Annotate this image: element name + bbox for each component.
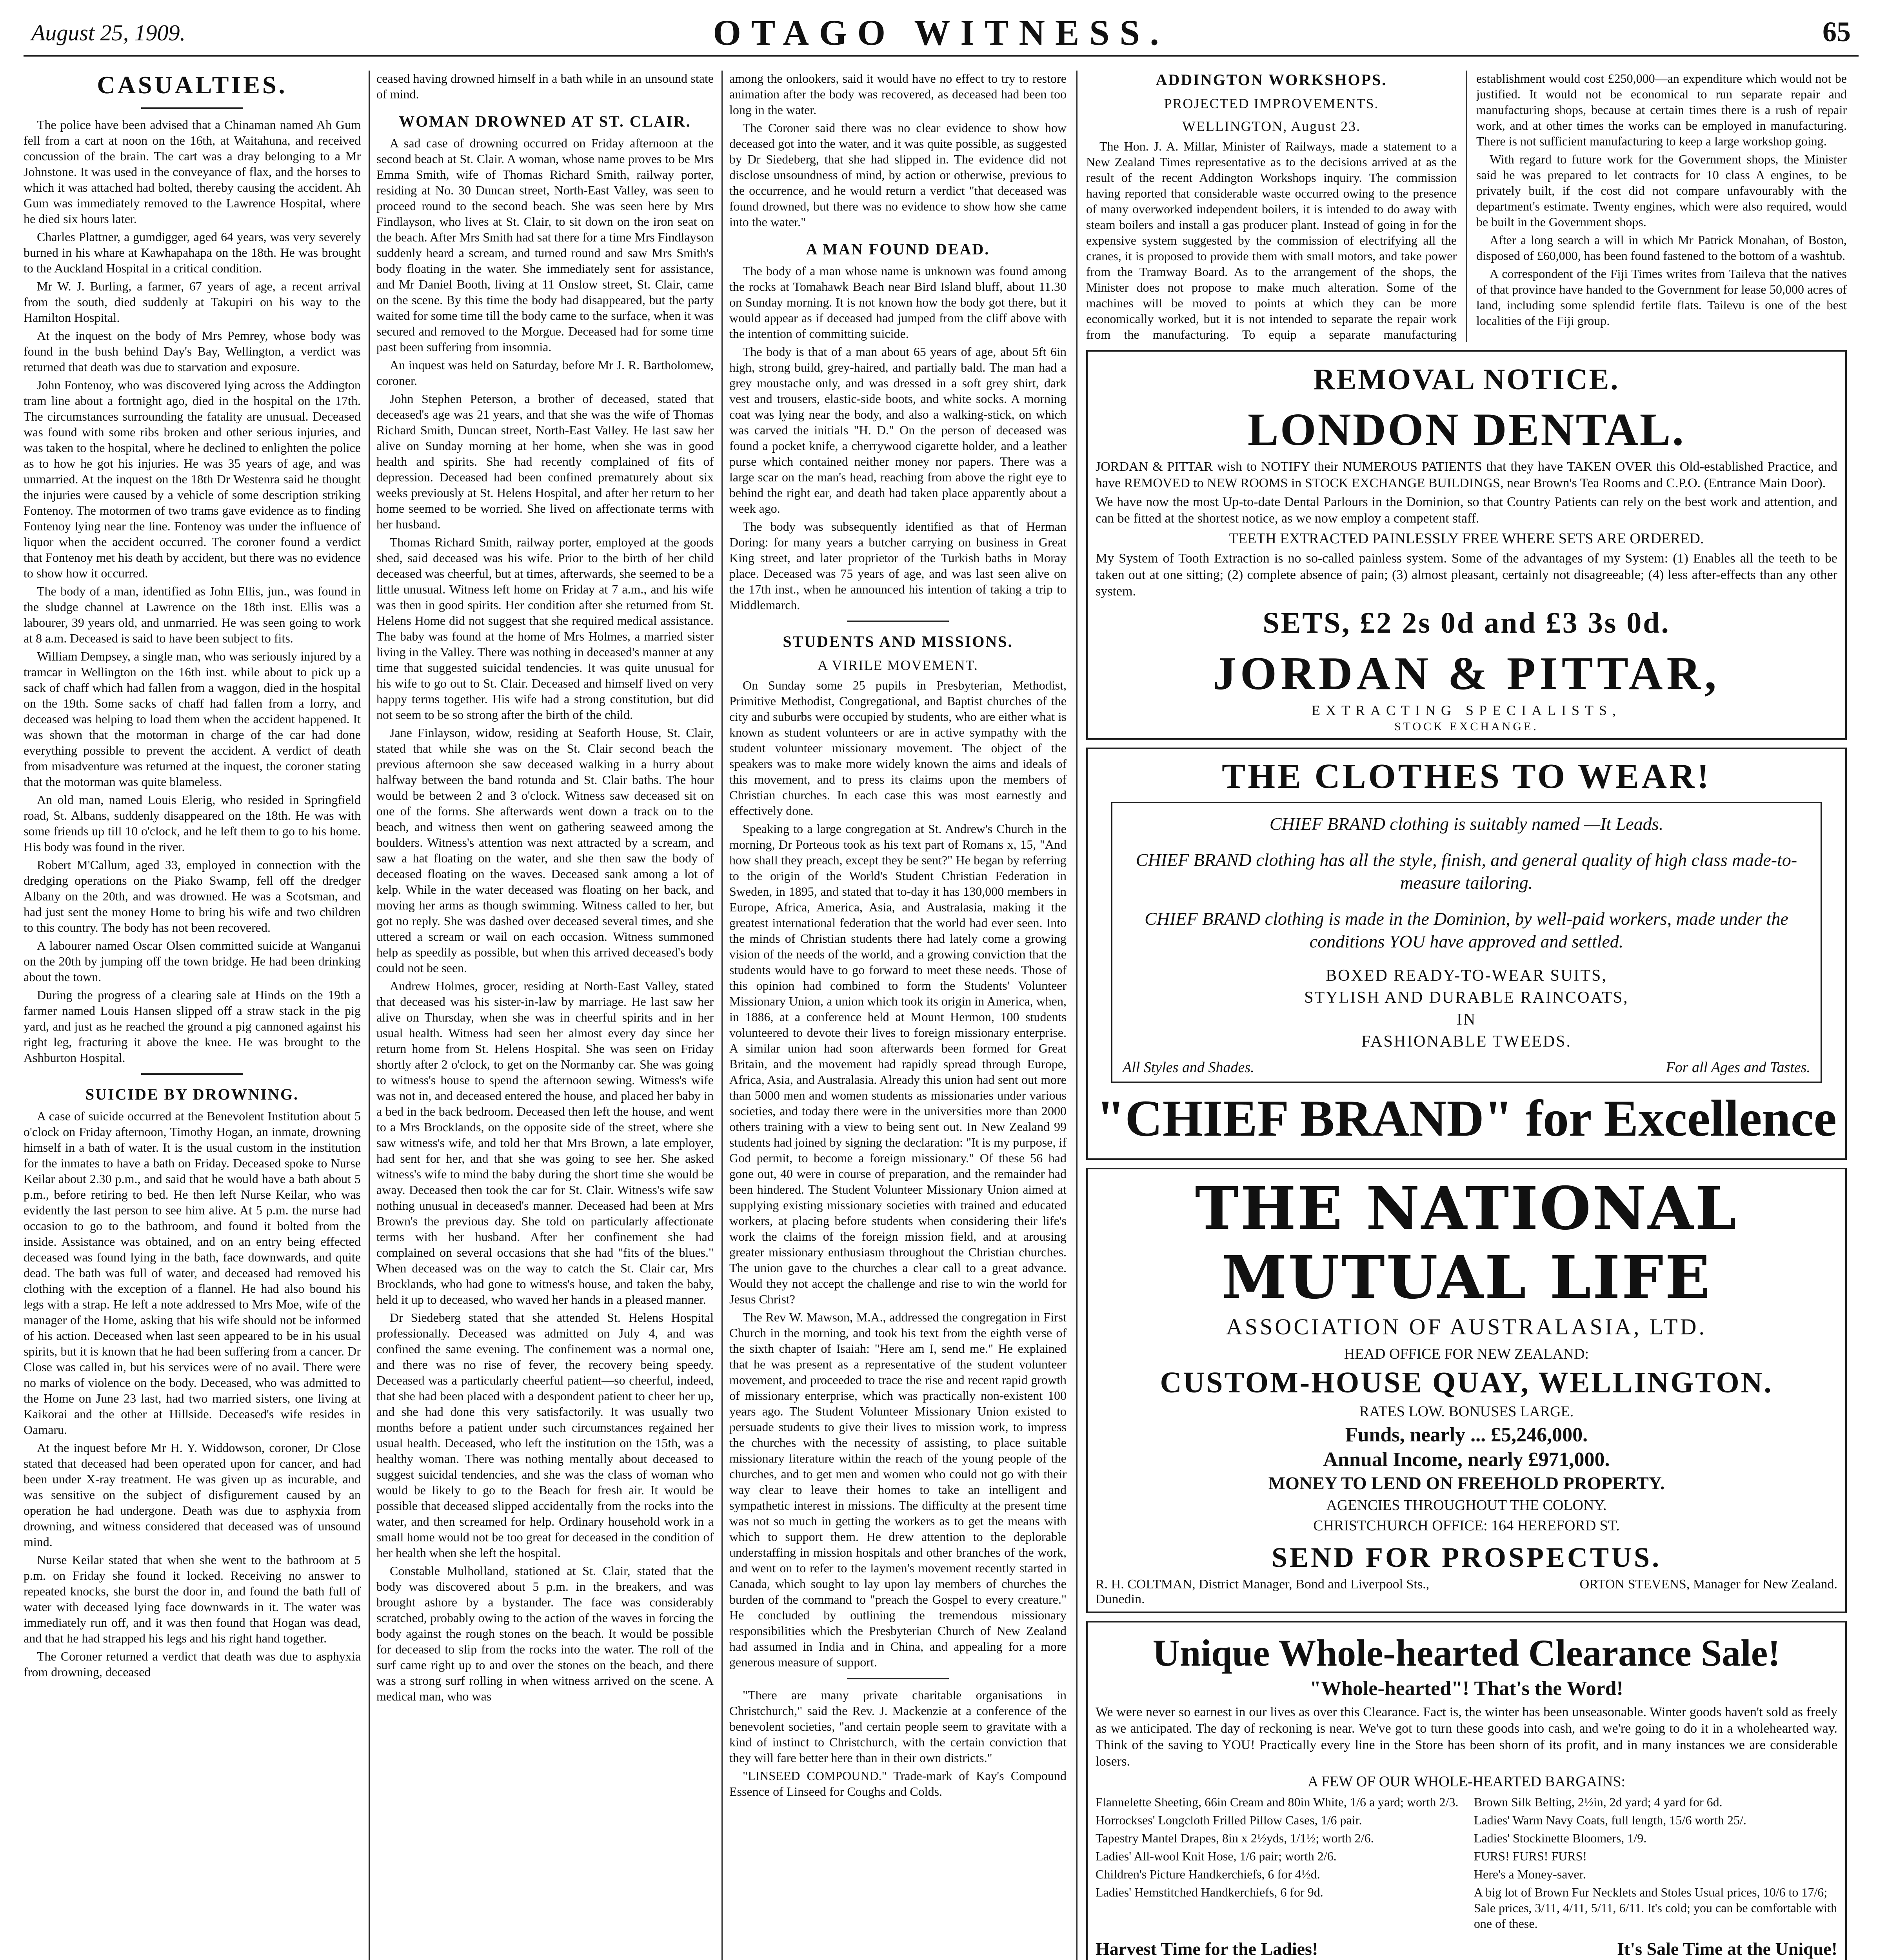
article-paragraph: A case of suicide occurred at the Benevolent Institution about 5 o'clock on Friday afternoon, Timothy Hogan, an inmate, drowning himself in a bath of water. It is the usual custom in the institution for the inmates to have a bath on Friday. Deceased spoke to Nurse Keilar about 2.30 p.m., and said that he would have a bath about 5 p.m., before retiring to bed. He then left Nurse Keilar, who was evidently the last person to see him alive. At 5 p.m. the nurse had occasion to go to the bathroom, and found it bolted from the inside. Assistance was obtained, and on an entry being effected deceased was found lying in the bath, face downwards, and quite dead. The bath was full of water, and deceased had removed his clothing with the exception of a flannel. He had also bound his legs with a strap. He left a note addressed to Mrs Moe, wife of the manager of the Home, asking that his wife should not be informed of his action. Deceased when last seen appeared to be in his usual spirits, but it is known that he had been suffering from a cancer. Dr Close was called in, but his services were of no avail. There were no marks of violence on the body. Deceased, who was admitted to the Home on June 23 last, had two married sisters, one living at Kaikorai and the other at Hillside. Deceased's wife resides in Oamaru.	[24, 1109, 361, 1437]
charitable-paragraph: "There are many private charitable organisations in Christchurch," said the Rev. J. Mackenzie at a conference of the benevolent societies, "and certain people seem to gravitate with a kind of instinct to Christchurch, with the certain conviction that they will fare better here than in their own districts."	[729, 1688, 1067, 1765]
article-paragraph: During the progress of a clearing sale at Hinds on the 19th a farmer named Louis Hansen slipped off a straw stack in the pig yard, and just as he reached the ground a pig cannoned against his right leg, fracturing it above the knee. He was brought to the Ashburton Hospital.	[24, 988, 361, 1065]
column-st-clair	[376, 71, 714, 1960]
agencies: AGENCIES THROUGHOUT THE COLONY.	[1326, 1497, 1607, 1514]
section-heading-woman-drowned: WOMAN DROWNED AT ST. CLAIR.	[399, 113, 691, 130]
chief-line: CHIEF BRAND clothing has all the style, finish, and general quality of high class made-to-measure tailoring.	[1136, 850, 1797, 893]
article-paragraph: With regard to future work for the Government shops, the Minister said he was prepared to let contracts for 10 class A engines, to be privately built, if the cost did not compare unfavourably with the department's estimate. Twenty engines, which were also required, would be built in the Government shops.	[1476, 152, 1847, 229]
stylish-raincoats: STYLISH AND DURABLE RAINCOATS,	[1304, 989, 1629, 1007]
article-paragraph: The Hon. J. A. Millar, Minister of Railways, made a statement to a New Zealand Times representative as to the decisions arrived at as the result of the recent Addington Workshops inquiry. The commission having reported that considerable waste occurred owing to the presence of many overworked independent boilers, it is intended to do away with steam boilers and install a gas producer plant. Instead of going in for the expensive system suggested by the commission of electrifying all the cranes, it is proposed to provide them with small motors, and take power from the Tramway Board. As to the arrangement of the shops, the Minister does not propose to make much alteration. Some of the machines will be moved to points at which they can be more economically worked, but it is not intended to separate the repair work from the manufacturing. To equip a separate manufacturing establishment would cost £250,000—an expenditure which would not be justified. It would not be economical to run separate repair and manufacturing shops, because at certain times there is a rush of repair work, and at other times the works can be employed in manufacturing. There is not sufficient manufacturing to keep a large workshop going.	[1086, 71, 1847, 341]
few-bargains: A FEW OF OUR WHOLE-HEARTED BARGAINS:	[1307, 1773, 1626, 1790]
article-paragraph: The body of a man whose name is unknown was found among the rocks at Tomahawk Beach near Bird Island bluff, about 11.30 on Sunday morning. It is not known how the body got there, but it would appear as if deceased had jumped from the cliff above with the intention of committing suicide.	[729, 264, 1067, 341]
article-paragraph: An inquest was held on Saturday, before Mr J. R. Bartholomew, coroner.	[376, 358, 714, 388]
article-paragraph: Speaking to a large congregation at St. Andrew's Church in the morning, Dr Porteous took as his text part of Romans x, 15, "And how shall they preach, except they be sent?" He began by referring to the origin of the World's Student Christian Federation in Sweden, in 1895, and stated that to-day it has 130,000 members in Europe, Africa, America, Asia, and Australasia, making it the greatest international federation that the world had ever seen. Into the minds of Christian students there had lately come a growing vision of the needs of the world, and a growing conviction that the students would have to go forward to meet these needs. Those of this opinion had combined to form the Students' Volunteer Missionary Union, a union which took its origin in America, when, in 1886, at a conference held at Mount Hermon, 100 students volunteered to devote their lives to foreign missionary enterprise. A similar union had soon afterwards been formed for Great Britain, and the movement had rapidly spread through Europe, Africa, Asia, and Australasia. Already this union had sent out more than 5000 men and women students as missionaries under various societies, and today there were in the universities more than 2000 others training with a view to being sent out. In New Zealand 99 students had joined by signing the declaration: "It is my purpose, if God permit, to become a foreign missionary." Of these 56 had gone out, 40 were in course of preparation, and the remainder had been hindered. The Student Volunteer Missionary Union aimed at supplying existing missionary societies with trained and educated workers, at placing before students when considering their life's work the claims of the foreign mission field, and at arousing greater missionary enthusiasm throughout the Christian churches. The union gave to the churches a clear call to a great advance. Would they not accept the challenge and rise to win the world for Jesus Christ?	[729, 822, 1067, 1306]
clothes-title: THE CLOTHES TO WEAR!	[1222, 757, 1711, 796]
jordan-pittar: JORDAN & PITTAR,	[1212, 647, 1721, 699]
article-paragraph: A sad case of drowning occurred on Friday afternoon at the second beach at St. Clair. A woman, whose name proves to be Mrs Emma Smith, wife of Thomas Richard Smith, railway porter, residing at No. 30 Duncan street, North-East Valley, was seen to proceed round to the second beach. She was seen here by Mrs Findlayson, who lives at St. Clair, to sit down on the iron seat on the beach. After Mrs Smith had sat there for a time Mrs Findlayson suddenly heard a scream, and turned round and saw Mrs Smith's body floating in the water. She immediately sent for assistance, and Mr Daniel Booth, living at 11 Onslow street, St. Clair, came on the scene. By this time the body had disappeared, but the party waited for some time till the body came to the surface, when it was secured and removed to the Morgue. Deceased had for some time past been suffering from insomnia.	[376, 136, 714, 354]
article-paragraph: Thomas Richard Smith, railway porter, employed at the goods shed, said deceased was his wife. Prior to the birth of her child deceased was cheerful, but at times, afterwards, she seemed to be a little unusual. Witness left home on Friday at 7 a.m., and his wife was then in good spirits. Her condition after she returned from St. Helens Home did not suggest that she required medical assistance. The baby was found at the home of Mrs Holmes, a married sister living in the Valley. There was nothing in deceased's manner at any time that suggested suicidal tendencies. It was quite unusual for his wife to go out to St. Clair. Deceased and himself lived on very happy terms together. His wife had a strong constitution, but did not seem to be so strong after the birth of the child.	[376, 535, 714, 722]
article-paragraph: The Coroner returned a verdict that death was due to asphyxia from drowning, deceased	[24, 1649, 361, 1679]
st-clair-paragraphs	[376, 135, 714, 1704]
article-paragraph: Dr Siedeberg stated that she attended St. Helens Hospital professionally. Deceased was admitted on July 4, and was confined the same evening. The confinement was a normal one, and there was no rise of fever, the recovery being speedy. Deceased was a particularly cheerful patient—so cheerful, indeed, that she had been placed with a despondent patient to cheer her up, and she had done this very satisfactorily. It was usually two months before a patient under such circumstances regained her usual health. Deceased, who left the institution on the 15th, was a healthy woman. There was nothing mentally about deceased to suggest suicidal tendencies, and she was the class of woman who would be likely to go to the Beach for fresh air. It would be possible that deceased slipped accidentally from the rocks into the water, and then screamed for help. Ordinary household work in a small home would not be too great for deceased in the condition of her health when she left the hospital.	[376, 1310, 714, 1560]
bargain-item: Ladies' Hemstitched Handkerchiefs, 6 for 9d.	[1096, 1885, 1323, 1899]
painless-extraction: TEETH EXTRACTED PAINLESSLY FREE WHERE SETS ARE ORDERED.	[1229, 530, 1704, 547]
linseed-paragraph: "LINSEED COMPOUND." Trade-mark of Kay's Compound Essence of Linseed for Coughs and Colds.	[729, 1769, 1067, 1798]
masthead	[24, 8, 1859, 57]
harvest-time: Harvest Time for the Ladies!	[1096, 1939, 1318, 1959]
coroner-paragraph: The Coroner said there was no clear evidence to show how deceased got into the water, and it was quite possible, as suggested by Dr Siedeberg, that she had slipped in. The evidence did not disclose unsoundness of mind, by action or otherwise, previous to the occurrence, and he would return a verdict "that deceased was found drowned, but there was no evidence to show how she came into the water."	[729, 121, 1067, 229]
casualties-paragraphs	[24, 117, 361, 1065]
chief-brand-box	[1111, 802, 1822, 1083]
article-paragraph: Robert M'Callum, aged 33, employed in connection with the dredging operations on the Piako Swamp, fell off the dredger Albany on the 20th, and was drowned. He was a Scotsman, and had just sent the money Home to bring his wife and two children to this country. The body has not been recovered.	[24, 858, 361, 935]
nz-manager: ORTON STEVENS, Manager for New Zealand.	[1579, 1577, 1837, 1592]
students-paragraphs	[729, 677, 1067, 1670]
boxed-suits: BOXED READY-TO-WEAR SUITS,	[1326, 967, 1607, 985]
chief-brand-slogan: "CHIEF BRAND" for Excellence	[1096, 1089, 1837, 1147]
page-number: 65	[1822, 16, 1851, 47]
subheading-projected: PROJECTED IMPROVEMENTS.	[1164, 96, 1379, 111]
section-heading-students-missions: STUDENTS AND MISSIONS.	[783, 633, 1013, 650]
continued-paragraph: among the onlookers, said it would have no effect to try to restore animation after the body was recovered, as deceased had been too long in the water.	[729, 71, 1067, 117]
bargain-item: Ladies' Stockinette Bloomers, 1/9.	[1474, 1831, 1647, 1845]
column-rule	[369, 71, 370, 1960]
managers	[1096, 1577, 1837, 1607]
subheading-virile-movement: A VIRILE MOVEMENT.	[818, 657, 978, 673]
article-paragraph: William Dempsey, a single man, who was seriously injured by a tramcar in Wellington on the 16th inst. while about to pick up a sack of chaff which had fallen from a waggon, died in the hospital on the 19th. Some sacks of chaff had fallen from a lorry, and deceased was helping to load them when the accident happened. It was shown that the motorman in charge of the car had done everything possible to prevent the accident. A verdict of death from misadventure was returned at the inquest, the coroner stating that the motorman was quite blameless.	[24, 649, 361, 789]
extracting-specialists: EXTRACTING SPECIALISTS,	[1311, 702, 1622, 718]
article-paragraph: At the inquest before Mr H. Y. Widdowson, coroner, Dr Close stated that deceased had been operated upon for cancer, and had been under X-ray treatment. He was given up as incurable, and was sensitive on the subject of disfigurement caused by an operation he had undergone. Death was due to asphyxia from drowning, and witness considered that deceased was of unsound mind.	[24, 1441, 361, 1549]
section-heading-addington: ADDINGTON WORKSHOPS.	[1156, 71, 1387, 89]
addington-article	[1086, 71, 1847, 342]
article-paragraph: Nurse Keilar stated that when she went to the bathroom at 5 p.m. on Friday she found it locked. Receiving no answer to repeated knocks, she burst the door in, and found the bath full of water with deceased lying face downwards in it. The water was immediately run off, and it was then found that Hogan was dead, and that he had strapped his legs and his right hand together.	[24, 1553, 361, 1645]
column-casualties	[24, 71, 361, 1960]
article-paragraph: At the inquest on the body of Mrs Pemrey, whose body was found in the bush behind Day's Bay, Wellington, a verdict was returned that death was due to starvation and exposure.	[24, 328, 361, 374]
district-manager: R. H. COLTMAN, District Manager, Bond and Liverpool Sts., Dunedin.	[1096, 1577, 1430, 1606]
newspaper-title: OTAGO WITNESS.	[713, 13, 1169, 53]
bargains-right	[1474, 1794, 1837, 1934]
article-paragraph: An old man, named Louis Elerig, who resided in Springfield road, St. Albans, suddenly disappeared on the 18th. He was with some friends up till 10 o'clock, and he left them to go to his home. His body was found in the river.	[24, 793, 361, 854]
article-paragraph: After a long search a will in which Mr Patrick Monahan, of Boston, disposed of £60,000, has been found fastened to the bottom of a washtub.	[1476, 233, 1847, 263]
all-styles: All Styles and Shades.	[1123, 1059, 1254, 1076]
whole-hearted-line: "Whole-hearted"! That's the Word!	[1310, 1677, 1623, 1700]
stock-exchange: STOCK EXCHANGE.	[1394, 720, 1539, 733]
bargain-item: Horrockses' Longcloth Frilled Pillow Cases, 1/6 pair.	[1096, 1813, 1362, 1827]
bargain-item: Here's a Money-saver.	[1474, 1867, 1586, 1881]
divider	[847, 1678, 949, 1679]
national-mutual-ad	[1086, 1168, 1847, 1613]
annual-income: Annual Income, nearly £971,000.	[1323, 1448, 1610, 1471]
in-text: IN	[1456, 1011, 1477, 1029]
section-heading-suicide: SUICIDE BY DROWNING.	[85, 1085, 299, 1103]
unique-text: We were never so earnest in our lives as over this Clearance. Fact is, the winter has been unseasonable. Winter goods haven't sold as freely as we anticipated. The day of reckoning is near. We've got to turn these goods into cash, and we're going to do it in a wholehearted way. Think of the saving to YOU! Practically every line in the Store has been shorn of its profit, and in many instances we are considerable losers.	[1096, 1705, 1837, 1769]
article-paragraph: John Stephen Peterson, a brother of deceased, stated that deceased's age was 21 years, and that she was the wife of Thomas Richard Smith, Duncan street, North-East Valley. He last saw her alive on Sunday morning at her home, when she was in good health and spirits. She had recently complained of fits of depression. Deceased had been confined prematurely about six weeks previously at St. Helens Hospital, and after her return to her home seemed to be worried. She lived on affectionate terms with her husband.	[376, 392, 714, 531]
unique-sale-title: Unique Whole-hearted Clearance Sale!	[1152, 1632, 1781, 1674]
column-rule	[1076, 71, 1078, 1960]
christchurch-office: CHRISTCHURCH OFFICE: 164 HEREFORD ST.	[1313, 1517, 1620, 1534]
article-paragraph: Constable Mulholland, stationed at St. Clair, stated that the body was discovered about 5 p.m. in the breakers, and was brought ashore by a bystander. The face was considerably scratched, probably owing to the action of the waves in forcing the body against the rough stones on the beach. It would be possible for deceased to slip from the rocks into the water. The roll of the surf came right up to and over the stones on the beach, and there was a strong surf rolling in when witness arrived on the scene. A medical man, who was	[376, 1564, 714, 1703]
article-paragraph: A correspondent of the Fiji Times writes from Taileva that the natives of that province have handed to the Government for lease 50,000 acres of land, including some splendid fertile flats. Tailevu is one of the best localities of the Fiji group.	[1476, 267, 1847, 328]
article-paragraph: The Rev W. Mawson, M.A., addressed the congregation in First Church in the morning, and took his text from the eighth verse of the sixth chapter of Isaiah: "Here am I, send me." He explained that he was present as a representative of the student volunteer movement, and proceeded to trace the rise and recent rapid growth of missionary enterprise, which was practically non-existent 100 years ago. The Student Volunteer Missionary Union existed to persuade students to give their lives to mission work, to impress the churches with the necessity of assisting, to place suitable missionary literature within the reach of the young people of the churches, and to get men and women who could not go with their way clear to leave their homes to take an intelligent and sympathetic interest in missions. The difficulty at the present time was not so much in getting the workers as to get the means with which to support them. He drew attention to the deplorable understaffing in mission hospitals and other branches of the work, and went on to refer to the laymen's movement recently started in Canada, which sought to lay upon lay members of churches the burden of the command to "preach the Gospel to every creature." He concluded by outlining the tremendous missionary responsibilities which the Presbyterian Church of New Zealand had assumed in India and in China, and appealing for a more generous measure of support.	[729, 1310, 1067, 1669]
man-found-paragraphs	[729, 263, 1067, 613]
article-paragraph: Andrew Holmes, grocer, residing at North-East Valley, stated that deceased was his sister-in-law by marriage. He last saw her alive on Thursday, when she was in cheerful spirits and in her usual health. Witness had seen her almost every day since her return home from St. Helens Hospital. She was seen on Friday shortly after 2 o'clock, to get on the Normanby car. She was going to witness's house to spend the afternoon sewing. Witness's wife was not in, and deceased entered the house, and placed her baby in a bed in the back bedroom. Deceased then left the house, and went to a Mrs Brocklands, on the opposite side of the street, where she saw witness's wife, and told her that Mrs Brown, a late employer, had sent for her, and that she was going to see her. She asked witness's wife to mind the baby during the short time she would be away. Deceased then took the car for St. Clair. Witness's wife saw nothing unusual in deceased's manner. Deceased had been at Mrs Brown's the previous day. She told on particularly affectionate terms with her husband. After her confinement she had complained on several occasions that she had "fits of the blues." When deceased was on the way to catch the St. Clair car, Mrs Brocklands, who had gone to witness's house, and taken the baby, held it up to deceased, who waved her hands in a pleased manner.	[376, 979, 714, 1307]
dental-text-3: My System of Tooth Extraction is no so-called painless system. Some of the advantages of my System: (1) Enables all the teeth to be taken out at one sitting; (2) complete absence of pain; (3) almost pleasant, certainly not disagreeable; (4) less after-effects than any other system.	[1096, 551, 1837, 599]
chief-line: CHIEF BRAND clothing is made in the Dominion, by well-paid workers, made under the conditions YOU have approved and settled.	[1145, 909, 1788, 951]
suicide-paragraphs	[24, 1108, 361, 1680]
section-heading-casualties: CASUALTIES.	[97, 71, 287, 99]
bargain-item: A big lot of Brown Fur Necklets and Stoles Usual prices, 10/6 to 17/6; Sale prices, 3/11, 4/11, 5/11, 6/11. It's cold; you can be comfortable with one of these.	[1474, 1885, 1837, 1931]
article-paragraph: Jane Finlayson, widow, residing at Seaforth House, St. Clair, stated that while she was on the St. Clair second beach the previous afternoon she saw deceased walking in a hurry about halfway between the band rotunda and St. Clair baths. The hour would be between 2 and 3 o'clock. Witness saw deceased sit on one of the forms. She afterwards went down a track on to the beach, and witness then went on gathering seaweed among the boulders. Witness's attention was next attracted by a scream, and saw a hat floating on the water, and she then saw the body of deceased floating on the waves. Deceased sank among a lot of kelp. While in the water deceased was floating on her back, and moving her arms as though swimming. Witness called to her, but got no reply. She was dashed over deceased several times, and she uttered a scream or wail on each occasion. Witness summoned help as speedily as possible, but when this arrived deceased's body could not be seen.	[376, 726, 714, 975]
national-mutual-title: THE NATIONAL MUTUAL LIFE	[1195, 1174, 1738, 1312]
head-office: HEAD OFFICE FOR NEW ZEALAND:	[1344, 1346, 1589, 1362]
sets-price: SETS, £2 2s 0d and £3 3s 0d.	[1263, 606, 1670, 639]
bargain-item: Tapestry Mantel Drapes, 8in x 2½yds, 1/1½; worth 2/6.	[1096, 1831, 1374, 1845]
bargain-item: Ladies' Warm Navy Coats, full length, 15/6 worth 25/.	[1474, 1813, 1746, 1827]
divider	[141, 1073, 243, 1075]
section-heading-man-found-dead: A MAN FOUND DEAD.	[806, 240, 990, 258]
article-paragraph: The body was subsequently identified as that of Herman Doring: for many years a butcher carrying on business in Great King street, and later proprietor of the Turkish baths in Moray place. Deceased was 75 years of age, and was last seen alive on the 17th inst., when he announced his intention of taking a trip to Middlemarch.	[729, 519, 1067, 612]
money-to-lend: MONEY TO LEND ON FREEHOLD PROPERTY.	[1268, 1473, 1665, 1493]
bargain-item: Flannelette Sheeting, 66in Cream and 80in White, 1/6 a yard; worth 2/3.	[1096, 1795, 1459, 1809]
removal-notice: REMOVAL NOTICE.	[1313, 363, 1620, 396]
fashionable-tweeds: FASHIONABLE TWEEDS.	[1361, 1033, 1572, 1051]
unique-store-ad	[1086, 1621, 1847, 1960]
dateline: WELLINGTON, August 23.	[1182, 118, 1361, 134]
article-paragraph: A labourer named Oscar Olsen committed suicide at Wanganui on the 20th by jumping off the town bridge. He had been drinking about the town.	[24, 938, 361, 984]
article-paragraph: The body is that of a man about 65 years of age, about 5ft 6in high, strong build, grey-haired, and partially bald. The man had a grey moustache only, and was dressed in a soft grey shirt, dark vest and trousers, elastic-side boots, and white socks. A morning coat was lying near the body, and also a walking-stick, on which was carved the initials "H. D." On the person of deceased was found a pocket knife, a cherrywood cigarette holder, and a leather purse which contained neither money nor papers. There was a large scar on the man's head, reaching from above the right eye to behind the right ear, and death had taken place apparently about a week ago.	[729, 345, 1067, 515]
funds: Funds, nearly ... £5,246,000.	[1345, 1424, 1588, 1446]
london-dental-title: LONDON DENTAL.	[1248, 404, 1685, 455]
column-rule	[721, 71, 723, 1960]
column-students	[729, 71, 1067, 1960]
bargain-item: Children's Picture Handkerchiefs, 6 for 4½d.	[1096, 1867, 1320, 1881]
article-paragraph: Mr W. J. Burling, a farmer, 67 years of age, a recent arrival from the south, died suddenly at Takupiri on his way to the Hamilton Hospital.	[24, 279, 361, 325]
sale-time: It's Sale Time at the Unique!	[1617, 1939, 1837, 1959]
dental-text: JORDAN & PITTAR wish to NOTIFY their NUMEROUS PATIENTS that they have TAKEN OVER this Old-established Practice, and have REMOVED to NEW ROOMS in STOCK EXCHANGE BUILDINGS, near Brown's Tea Rooms and C.P.O. (Entrance Main Door).	[1096, 459, 1837, 490]
chief-line: CHIEF BRAND clothing is suitably named —It Leads.	[1269, 814, 1664, 834]
divider	[847, 621, 949, 622]
custom-house-quay: CUSTOM-HOUSE QUAY, WELLINGTON.	[1160, 1366, 1773, 1399]
article-paragraph: The police have been advised that a Chinaman named Ah Gum fell from a cart at noon on the 16th, at Waitahuna, and received concussion of the brain. The cart was a dray belonging to a Mr Johnstone. It was used in the conveyance of flax, and the horses to which it was attached had bolted, thereby causing the accident. Ah Gum was immediately removed to the Lawrence Hospital, where he died six hours later.	[24, 118, 361, 226]
column-advertisements	[1086, 71, 1847, 1960]
bargains-left	[1096, 1794, 1459, 1934]
bargain-item: FURS! FURS! FURS!	[1474, 1849, 1587, 1863]
harvest-line	[1096, 1938, 1837, 1959]
article-paragraph: John Fontenoy, who was discovered lying across the Addington tram line about a fortnight ago, died in the hospital on the 17th. The circumstances surrounding the fatality are unusual. Deceased was found with some ribs broken and other serious injuries, and was taken to the hospital, where he declined to enlighten the police as to how he got his injuries. He was 35 years of age, and was unmarried. At the inquest on the 18th Dr Westenra said he thought the injuries were caused by a vehicle of some description striking Fontenoy. The motormen of two trams gave evidence as to finding Fontenoy lying near the line. Fontenoy was under the influence of liquor when the accident occurred. The coroner found a verdict that Fontenoy met his death by accident, but there was no evidence to show how it occurred.	[24, 378, 361, 580]
bargain-item: Ladies' All-wool Knit Hose, 1/6 pair; worth 2/6.	[1096, 1849, 1337, 1863]
divider	[141, 107, 243, 109]
article-paragraph: The body of a man, identified as John Ellis, jun., was found in the sludge channel at Lawrence on the 18th inst. Ellis was a labourer, 39 years old, and unmarried. He was seen going to work at 8 a.m. Deceased is said to have been subject to fits.	[24, 584, 361, 645]
dental-text-2: We have now the most Up-to-date Dental Parlours in the Dominion, so that Country Patients can rely on the best work and attention, and can be fitted at the shortest notice, as we now employ a competent staff.	[1096, 495, 1837, 526]
london-dental-ad	[1086, 350, 1847, 740]
association-line: ASSOCIATION OF AUSTRALASIA, LTD.	[1226, 1314, 1707, 1339]
article-paragraph: On Sunday some 25 pupils in Presbyterian, Methodist, Primitive Methodist, Congregational, and Baptist churches of the city and suburbs were occupied by students, who are either what is known as student volunteers or are in active sympathy with the student volunteer missionary movement. The object of the speakers was to make more widely known the aims and ideals of this movement, and to press its claims upon the members of Christian churches. In each case this was most earnestly and effectively done.	[729, 678, 1067, 818]
bargains-list	[1096, 1794, 1837, 1934]
rates-bonuses: RATES LOW. BONUSES LARGE.	[1359, 1403, 1574, 1420]
article-paragraph: Charles Plattner, a gumdigger, aged 64 years, was very severely burned in his whare at Kawhapahapa on the 18th. He was brought to the Auckland Hospital in a critical condition.	[24, 230, 361, 275]
issue-date: August 25, 1909.	[31, 20, 186, 45]
send-for-prospectus: SEND FOR PROSPECTUS.	[1271, 1542, 1662, 1573]
chief-footer	[1123, 1059, 1810, 1076]
all-ages: For all Ages and Tastes.	[1666, 1059, 1810, 1076]
chief-brand-ad	[1086, 748, 1847, 1160]
bargain-item: Brown Silk Belting, 2½in, 2d yard; 4 yard for 6d.	[1474, 1795, 1723, 1809]
continued-paragraph: ceased having drowned himself in a bath while in an unsound state of mind.	[376, 71, 714, 101]
